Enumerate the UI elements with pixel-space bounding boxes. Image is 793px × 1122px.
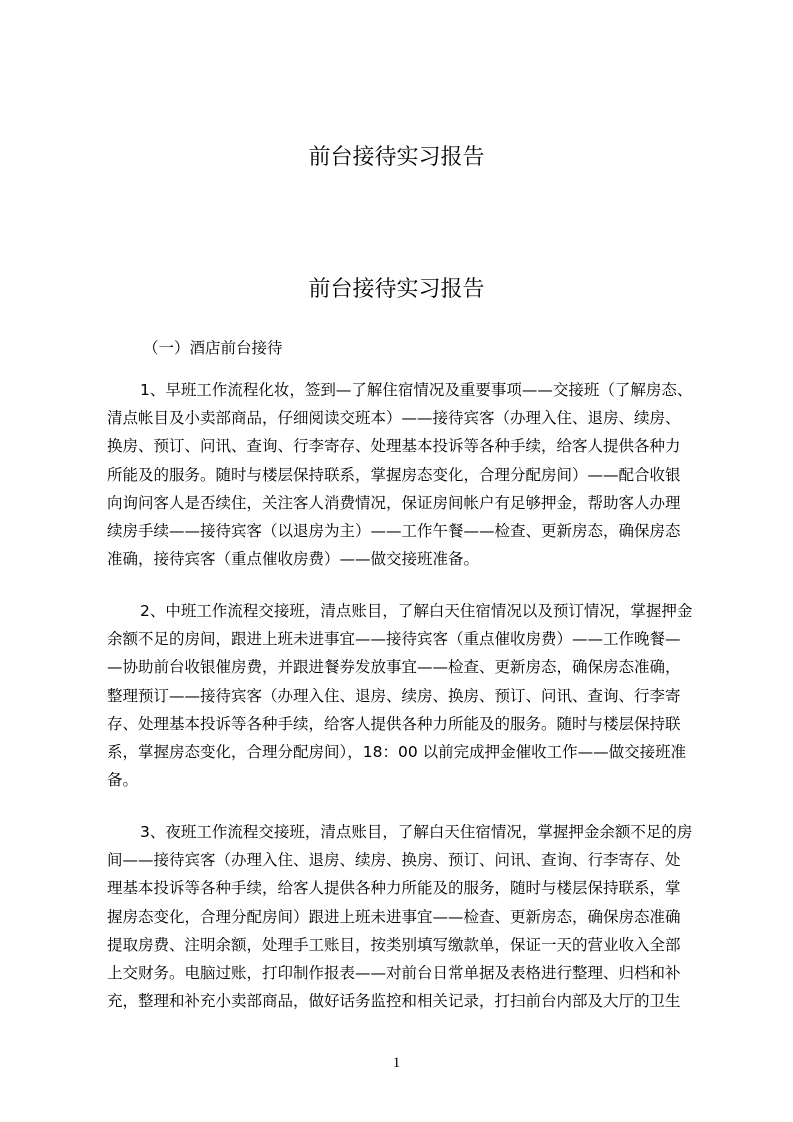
page-number: 1: [392, 1055, 401, 1071]
text-line: 存、处理基本投诉等各种手续，给客人提供各种力所能及的服务。随时与楼层保持联: [107, 714, 681, 733]
text-line: 准确，接待宾客（重点催收房费）——做交接班准备。: [107, 550, 480, 569]
paragraph-2: [107, 597, 701, 794]
paragraph-1: [107, 376, 701, 573]
text-line: 向询问客人是否续住，关注客人消费情况，保证房间帐户有足够押金，帮助客人办理: [107, 493, 681, 512]
text-line: 备。: [107, 771, 139, 790]
text-line: 间——接待宾客（办理入住、退房、续房、换房、预订、问讯、查询、行李寄存、处: [107, 851, 681, 870]
text-line: 理基本投诉等各种手续，给客人提供各种力所能及的服务，随时与楼层保持联系，掌: [107, 879, 681, 898]
text-line: 2、中班工作流程交接班，清点账目，了解白天住宿情况以及预订情况，掌握押金: [140, 602, 693, 620]
text-line: 系，掌握房态变化，合理分配房间），18：00 以前完成押金催收工作——做交接班准: [107, 742, 687, 761]
section-heading: （一）酒店前台接待: [143, 339, 283, 357]
document-title: 前台接待实习报告: [308, 145, 485, 170]
text-line: 余额不足的房间，跟进上班未进事宜——接待宾客（重点催收房费）——工作晚餐—: [107, 630, 681, 649]
text-line: 换房、预订、问讯、查询、行李寄存、处理基本投诉等各种手续，给客人提供各种力: [107, 437, 681, 456]
text-line: 3、夜班工作流程交接班，清点账目，了解白天住宿情况，掌握押金余额不足的房: [140, 823, 693, 841]
text-line: 整理预订——接待宾客（办理入住、退房、续房、换房、预订、问讯、查询、行李寄: [107, 686, 681, 705]
text-line: 提取房费、注明余额，处理手工账目，按类别填写缴款单，保证一天的营业收入全部: [107, 935, 681, 954]
text-line: 1、早班工作流程化妆，签到—了解住宿情况及重要事项——交接班（了解房态、: [140, 381, 693, 399]
text-line: 充，整理和补充小卖部商品，做好话务监控和相关记录，打扫前台内部及大厅的卫生: [107, 992, 681, 1011]
report-heading: 前台接待实习报告: [308, 277, 485, 302]
text-line: 上交财务。电脑过账，打印制作报表——对前台日常单据及表格进行整理、归档和补: [107, 963, 681, 982]
text-line: 续房手续——接待宾客（以退房为主）——工作午餐——检查、更新房态，确保房态: [107, 521, 681, 540]
text-line: —协助前台收银催房费，并跟进餐券发放事宜——检查、更新房态，确保房态准确，: [107, 658, 681, 677]
text-line: 清点帐目及小卖部商品，仔细阅读交班本）——接待宾客（办理入住、退房、续房、: [107, 409, 681, 428]
text-line: 所能及的服务。随时与楼层保持联系，掌握房态变化，合理分配房间）——配合收银: [107, 465, 681, 484]
paragraph-3: [107, 818, 701, 1015]
text-line: 握房态变化，合理分配房间）跟进上班未进事宜——检查、更新房态，确保房态准确: [107, 907, 681, 926]
